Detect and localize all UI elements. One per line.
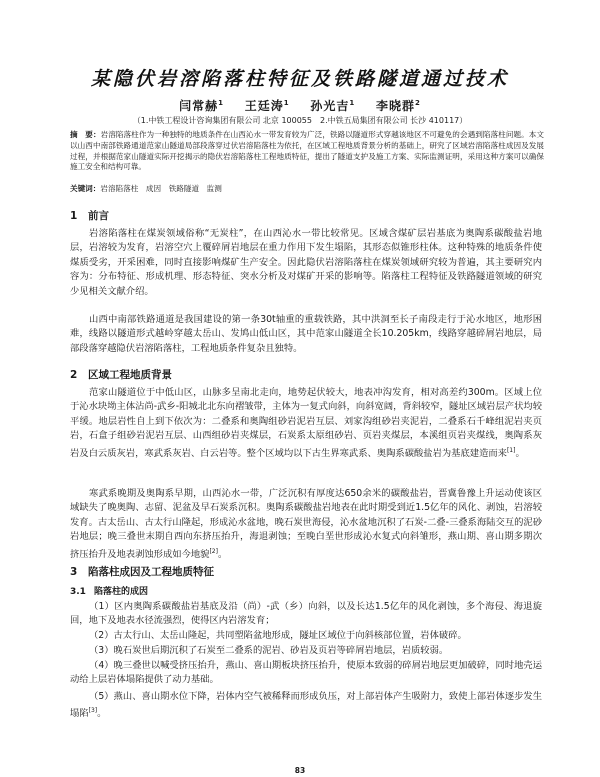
author-mark: 1 [218,99,225,107]
keywords [70,183,544,194]
subsection-number: 3.1 [70,587,86,597]
paragraph-end: 。 [217,548,228,560]
section-title: 前言 [88,210,109,222]
page-number: 83 [294,766,306,775]
author-mark: 2 [414,99,421,107]
subsection-heading [70,584,148,597]
paragraph [70,690,542,722]
abstract [70,130,544,173]
paragraph: 岩溶陷落柱在煤炭领域俗称“无炭柱”，在山西沁水一带比较常见。区域含煤矿层岩基底为奥陶系碳酸盐岩地层，岩溶较为发育，岩溶空穴上覆碎屑岩地层在重力作用下发生塌陷，其形态似锥形柱体。这种特殊的地质条件使煤质受劣，开采困难，同时直接影响煤矿生产安全。因此隐伏岩溶陷落柱在煤炭领域研究较为普遍，其主要研究内容为：分布特征、形成机理、形态特征、突水分析及对煤矿开采的影响等。陷落柱工程特征及铁路隧道领域的研究少见相关文献介绍。 [70,228,542,297]
abstract-label: 摘 要： [70,130,101,139]
author-name: 闫常赫 [179,99,219,113]
author-name: 孙光吉 [310,99,350,113]
author-mark: 1 [283,99,290,107]
citation: [1] [506,446,516,454]
paragraph [70,386,542,461]
author-name: 王廷涛 [244,99,284,113]
section-number: 2 [70,369,78,381]
paragraph-text: （5）燕山、喜山期水位下降，岩体内空气被稀释而形成负压，对上部岩体产生吸附力，致使上部岩体逐步发生塌陷 [70,691,542,720]
section-heading-cause [70,564,214,579]
subsection-title: 陷落柱的成因 [94,587,149,597]
paragraph: （4）晚三叠世以喊受挤压抬升，燕山、喜山期板块挤压抬升，使原本致弱的碎屑岩地层更加破碎，同时地壳运动给上层岩体塌陷提供了动力基础。 [70,660,542,686]
author-mark: 1 [349,99,356,107]
section-number: 1 [70,210,78,222]
paragraph: （2）古太行山、太岳山隆起，共同塑陷盆地形成，隧址区域位于向斜核部位置，岩体破碎。 [89,630,467,641]
keywords-text: 岩溶陷落柱 成因 铁路隧道 监测 [100,184,222,193]
paragraph: （3）晚石炭世后期沉积了石炭至二叠系的泥岩、砂岩及页岩等碎屑岩地层，岩质较弱。 [89,645,449,656]
paragraph-text: 范家山隧道位于中低山区，山脉多呈南北走向，地势起伏较大，地表冲沟发育，相对高差约300m。区域上位于沁水块坳主体沾尚-武乡-阳城北北东向褶皱带，主体为一复式向斜，向斜宽阔，背斜较窄，隧址区域岩层产状均较平缓。地层岩性自上到下依次为：二叠系和奥陶组砂岩泥岩互层、刘家沟组砂岩夹泥岩，二叠系石千峰组泥岩夹页岩，石盒子组砂岩泥岩互层、山西组砂岩夹煤层，石炭系太原组砂岩、页岩夹煤层，本溪组页岩夹煤线，奥陶系灰岩及白云质灰岩，寒武系灰岩、白云岩等。整个区域均以下古生界寒武系、奥陶系碳酸盐岩为基底建造而来 [70,387,542,459]
author-list [0,97,600,114]
paragraph-end: 。 [97,708,107,720]
paper-title: 某隐伏岩溶陷落柱特征及铁路隧道通过技术 [90,68,509,90]
author-name: 李晓群 [375,99,415,113]
keywords-label: 关键词： [70,184,101,193]
citation: [2] [209,547,218,555]
paragraph: 山西中南部铁路通道是我国建设的第一条30t轴重的重载铁路，其中洪洞至长子南段走行于沁水地区，地形困难，线路以隧道形式越岭穿越太岳山、发鸠山低山区，其中范家山隧道全长10.205km，线路穿越碎屑岩地层，局部段落穿越隐伏岩溶陷落柱，工程地质条件复杂且独特。 [70,314,542,354]
paragraph: （1）区内奥陶系碳酸盐岩基底及沿（尚）-武（乡）向斜，以及长达1.5亿年的风化剥蚀，多个海侵、海退旋回，地下及地表水径流强烈，使得区内岩溶发育； [70,601,542,627]
affiliation: （1.中铁工程设计咨询集团有限公司 北京 100055 2.中铁五局集团有限公司 长沙 410117） [132,116,468,125]
abstract-text: 岩溶陷落柱作为一种独特的地质条件在山西沁水一带发育较为广泛，铁路以隧道形式穿越该地区不可避免的会遇到陷落柱问题。本文以山西中南部铁路通道范家山隧道局部段落穿过伏岩溶陷落柱为依托，在区域工程地质背景分析的基础上，研究了区域岩溶陷落柱成因及发展过程，并根据范家山隧道实际开挖揭示的隐伏岩溶陷落柱工程地质特征，提出了隧道支护及施工方案、实际监测证明，采用这种方案可以确保施工安全和结构可靠。 [70,130,545,172]
paragraph-text: 寒武系晚期及奥陶系早期，山西沁水一带，广泛沉积有厚度达650余米的碳酸盐岩，晋冀鲁豫上升运动使该区域缺失了晚奥陶、志留、泥盆及早石炭系沉积。奥陶系碳酸盐岩地表在此时期受到近1.5亿年的风化、剥蚀，岩溶较发育。古太岳山、古太行山隆起，形成沁水盆地，晚石炭世海侵，沁水盆地沉积了石炭-二叠-三叠系海陆交互的泥砂岩地层；晚三叠世末期自西向东挤压抬升，海退剥蚀；至晚白垩世形成沁水复式向斜雏形，燕山期、喜山期多期次挤压抬升及地表剥蚀形成如今地貌 [70,488,542,560]
section-title: 区域工程地质背景 [88,369,172,381]
section-title: 陷落柱成因及工程地质特征 [88,566,214,578]
citation: [3] [88,707,98,715]
paragraph [70,487,542,562]
section-heading-intro [70,208,109,223]
section-number: 3 [70,566,78,578]
section-heading-geology [70,367,172,382]
paragraph-end: 。 [515,447,525,459]
